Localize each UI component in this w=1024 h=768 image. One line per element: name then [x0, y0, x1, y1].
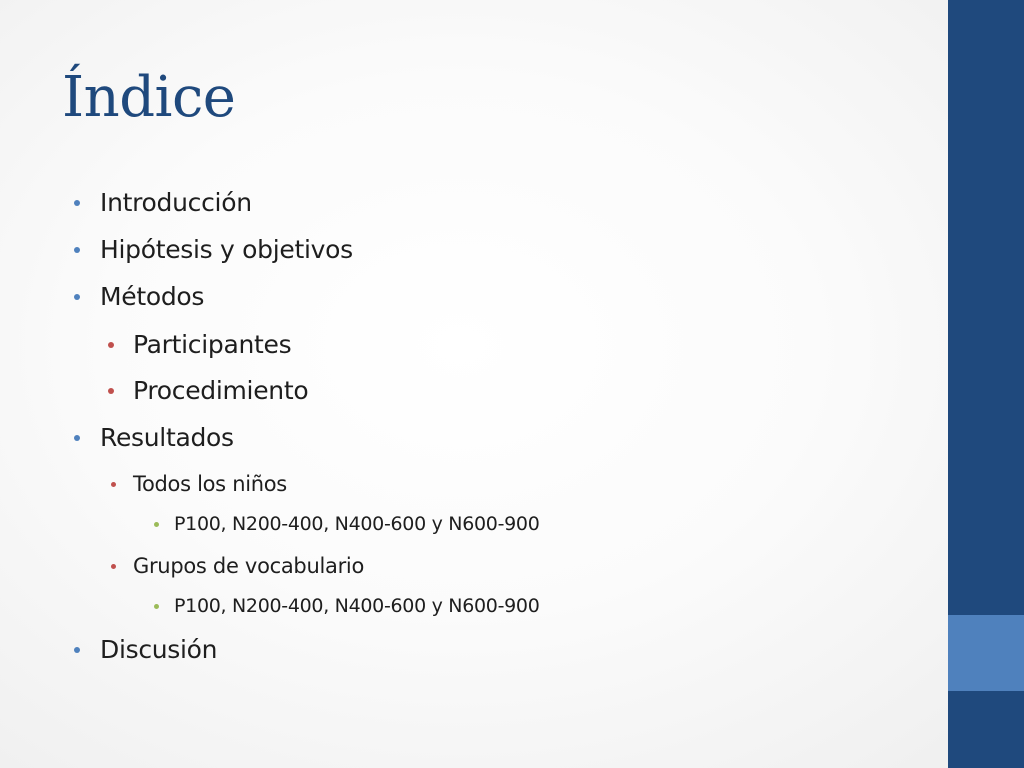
list-item-text: Discusión [100, 635, 218, 664]
slide-title: Índice [62, 65, 236, 130]
bullet-icon [108, 388, 114, 394]
list-item-text: Procedimiento [133, 376, 309, 405]
list-item-text: P100, N200-400, N400-600 y N600-900 [174, 595, 540, 617]
list-item [100, 235, 353, 264]
list-item [100, 635, 217, 664]
bullet-icon [74, 294, 80, 300]
list-item-text: Métodos [100, 282, 205, 311]
list-item-text: Resultados [100, 423, 234, 452]
bullet-icon [108, 342, 114, 348]
list-item [133, 330, 291, 359]
list-item [174, 513, 540, 535]
sidebar-accent-block [948, 615, 1024, 691]
list-item [100, 188, 252, 217]
list-item [133, 376, 308, 405]
bullet-icon [111, 564, 116, 569]
bullet-icon [74, 647, 80, 653]
list-item [133, 554, 364, 578]
list-item-text: Hipótesis y objetivos [100, 235, 353, 264]
list-item-text: P100, N200-400, N400-600 y N600-900 [174, 513, 540, 535]
bullet-icon [74, 247, 80, 253]
bullet-icon [74, 200, 80, 206]
list-item [100, 423, 234, 452]
list-item-text: Grupos de vocabulario [133, 554, 364, 578]
list-item [174, 595, 540, 617]
bullet-icon [74, 435, 80, 441]
list-item [100, 282, 204, 311]
list-item-text: Participantes [133, 330, 292, 359]
bullet-icon [154, 604, 159, 609]
bullet-icon [154, 522, 159, 527]
list-item-text: Todos los niños [133, 472, 287, 496]
list-item-text: Introducción [100, 188, 252, 217]
bullet-icon [111, 482, 116, 487]
list-item [133, 472, 287, 496]
